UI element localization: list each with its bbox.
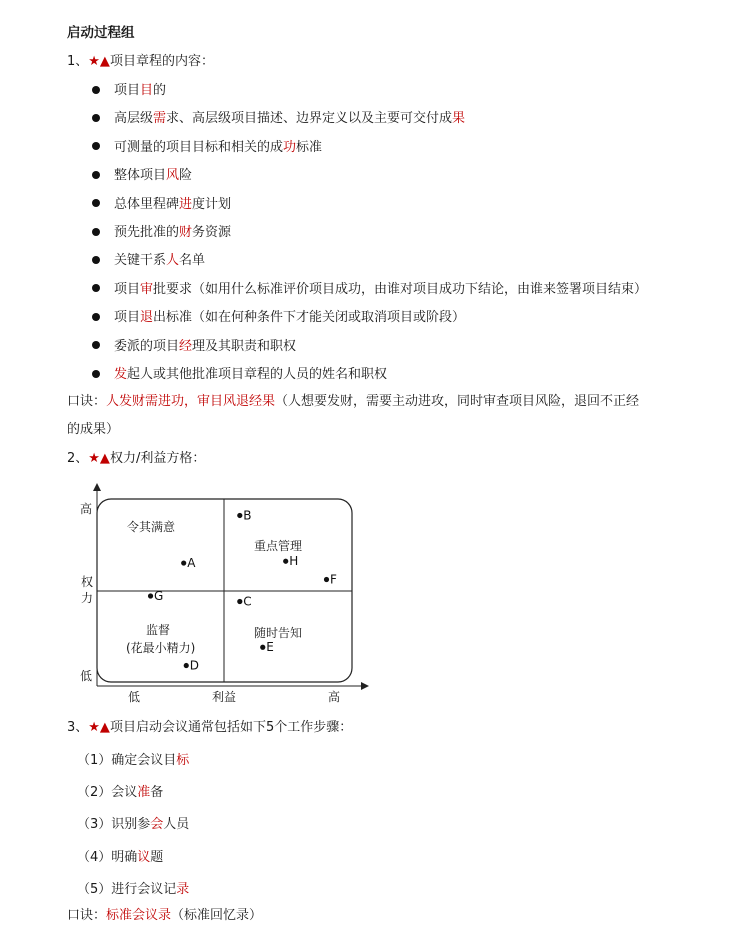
keyword-highlight: 经 (179, 338, 193, 354)
section-heading-text: 项目章程的内容： (109, 54, 214, 69)
text-segment: 高层级 (114, 111, 154, 127)
text-segment: （1）确定会议目 (77, 753, 177, 768)
list-item (92, 107, 465, 126)
stakeholder-point-a (181, 560, 186, 565)
stakeholder-point-g (148, 593, 153, 598)
text-segment: 关键干系 (114, 253, 167, 269)
text-segment: 可测量的项目目标和相关的成 (114, 139, 284, 155)
y-tick-high: 高 (80, 502, 93, 516)
list-item (92, 136, 322, 155)
quadrant-label-manage-closely: 重点管理 (254, 539, 303, 553)
text-segment: 标准 (296, 139, 323, 155)
list-item (92, 306, 465, 325)
keyword-highlight: 进 (179, 196, 193, 212)
list-item (92, 363, 387, 382)
keyword-highlight: 目 (140, 83, 154, 98)
text-segment: 备 (150, 785, 164, 801)
importance-stars: ★▲ (88, 451, 110, 466)
list-item (92, 79, 166, 98)
stakeholder-label-e: E (266, 640, 274, 655)
quadrant-label-keep-informed: 随时告知 (254, 626, 303, 640)
stakeholder-point-e (260, 645, 265, 650)
bullet-icon (92, 256, 100, 264)
text-segment: （2）会议 (77, 785, 138, 801)
text-segment: 务资源 (192, 225, 232, 240)
text-segment: 的 (153, 83, 167, 98)
text-segment: 人员 (163, 817, 190, 833)
x-tick-high: 高 (328, 690, 341, 704)
list-item (92, 221, 231, 240)
mnemonic1-line1 (67, 390, 639, 409)
quadrant-label-monitor: 监督 (146, 623, 171, 637)
keyword-highlight: 发 (114, 367, 128, 382)
keyword-highlight: 人 (166, 253, 180, 269)
text-segment: 求、高层级项目描述、边界定义以及主要可交付成 (166, 111, 453, 127)
mnemonic-note: （人想要发财，需要主动进攻，同时审查项目风险，退回不正经 (275, 394, 640, 409)
bullet-icon (92, 199, 100, 207)
mnemonic-note: （标准回忆录） (171, 908, 263, 923)
bullet-icon (92, 341, 100, 349)
mnemonic-text: 人发财需进功，审目风退经果 (106, 394, 276, 409)
mnemonic2 (67, 904, 262, 923)
section1-heading (67, 50, 214, 69)
keyword-highlight: 准 (137, 785, 151, 801)
section-heading-text: 权力/利益方格： (109, 451, 206, 466)
step-item (77, 813, 189, 832)
text-segment: 项目 (114, 310, 141, 326)
x-tick-low: 低 (128, 690, 141, 704)
text-segment: 起人或其他批准项目章程的人员的姓名和职权 (127, 367, 388, 382)
bullet-icon (92, 370, 100, 378)
keyword-highlight: 审 (140, 281, 154, 297)
text-segment: （5）进行会议记 (77, 881, 177, 897)
text-segment: 出标准（如在何种条件下才能关闭或取消项目或阶段） (153, 310, 466, 326)
stakeholder-point-h (283, 559, 288, 564)
keyword-highlight: 功 (283, 139, 297, 155)
bullet-icon (92, 114, 100, 122)
mnemonic-label: 口诀： (67, 908, 107, 923)
list-item (92, 249, 205, 268)
text-segment: 整体项目 (114, 168, 167, 184)
y-axis-label: 权 力 (80, 575, 93, 605)
stakeholder-point-d (184, 663, 189, 668)
section3-heading (67, 716, 352, 735)
list-item (92, 278, 647, 297)
step-item (77, 781, 163, 800)
stakeholder-label-h: H (289, 554, 299, 569)
text-segment: 批要求（如用什么标准评价项目成功，由谁对项目成功下结论，由谁来签署项目结束） (153, 281, 648, 297)
stakeholder-point-c (237, 599, 242, 604)
bullet-icon (92, 284, 100, 292)
quadrant-label-keep-satisfied: 令其满意 (127, 520, 176, 534)
keyword-highlight: 录 (176, 881, 190, 897)
stakeholder-label-c: C (243, 594, 252, 609)
bullet-icon (92, 313, 100, 321)
keyword-highlight: 议 (137, 849, 151, 865)
list-item (92, 164, 192, 183)
quadrant-label-monitor-sub: (花最小精力) (126, 641, 196, 655)
importance-stars: ★▲ (88, 720, 110, 735)
stakeholder-label-a: A (187, 556, 196, 571)
text-segment: 度计划 (192, 196, 232, 212)
text-segment: 名单 (179, 253, 206, 269)
text-segment: 预先批准的 (114, 225, 180, 240)
x-axis-label: 利益 (212, 690, 237, 704)
keyword-highlight: 果 (452, 111, 466, 127)
list-item (92, 335, 296, 354)
text-segment: 项目 (114, 281, 141, 297)
bullet-icon (92, 171, 100, 179)
mnemonic-label: 口诀： (67, 394, 107, 409)
stakeholder-point-b (237, 513, 242, 518)
section-number: 1、 (67, 54, 89, 69)
text-segment: 险 (179, 168, 193, 184)
text-segment: 项目 (114, 83, 141, 98)
section2-heading (67, 447, 205, 466)
step-item (77, 878, 189, 897)
text-segment: 理及其职责和职权 (192, 338, 297, 354)
mnemonic1-line2: 的成果） (67, 422, 120, 437)
stakeholder-label-d: D (189, 658, 199, 673)
section-number: 3、 (67, 720, 89, 735)
text-segment: （3）识别参 (77, 817, 151, 833)
keyword-highlight: 退 (140, 310, 154, 326)
text-segment: 总体里程碑 (114, 196, 180, 212)
text-segment: （4）明确 (77, 849, 138, 865)
keyword-highlight: 需 (153, 111, 167, 127)
bullet-icon (92, 228, 100, 236)
keyword-highlight: 会 (150, 817, 164, 833)
step-item (77, 749, 189, 768)
section-heading-text: 项目启动会议通常包括如下5个工作步骤： (109, 720, 353, 735)
bullet-icon (92, 86, 100, 94)
keyword-highlight: 风 (166, 168, 180, 184)
stakeholder-label-g: G (154, 588, 164, 603)
list-item (92, 193, 231, 212)
step-item (77, 846, 163, 865)
power-interest-grid (72, 478, 372, 704)
y-tick-low: 低 (80, 669, 93, 683)
importance-stars: ★▲ (88, 54, 110, 69)
keyword-highlight: 标 (176, 753, 190, 768)
grid-svg (72, 478, 372, 704)
page-title: 启动过程组 (67, 25, 135, 41)
stakeholder-label-b: B (243, 508, 252, 523)
keyword-highlight: 财 (179, 225, 193, 240)
stakeholder-point-f (324, 577, 329, 582)
stakeholder-label-f: F (330, 572, 337, 587)
mnemonic-text: 标准会议录 (106, 908, 172, 923)
bullet-icon (92, 142, 100, 150)
section-number: 2、 (67, 451, 89, 466)
text-segment: 题 (150, 849, 164, 865)
text-segment: 委派的项目 (114, 338, 180, 354)
